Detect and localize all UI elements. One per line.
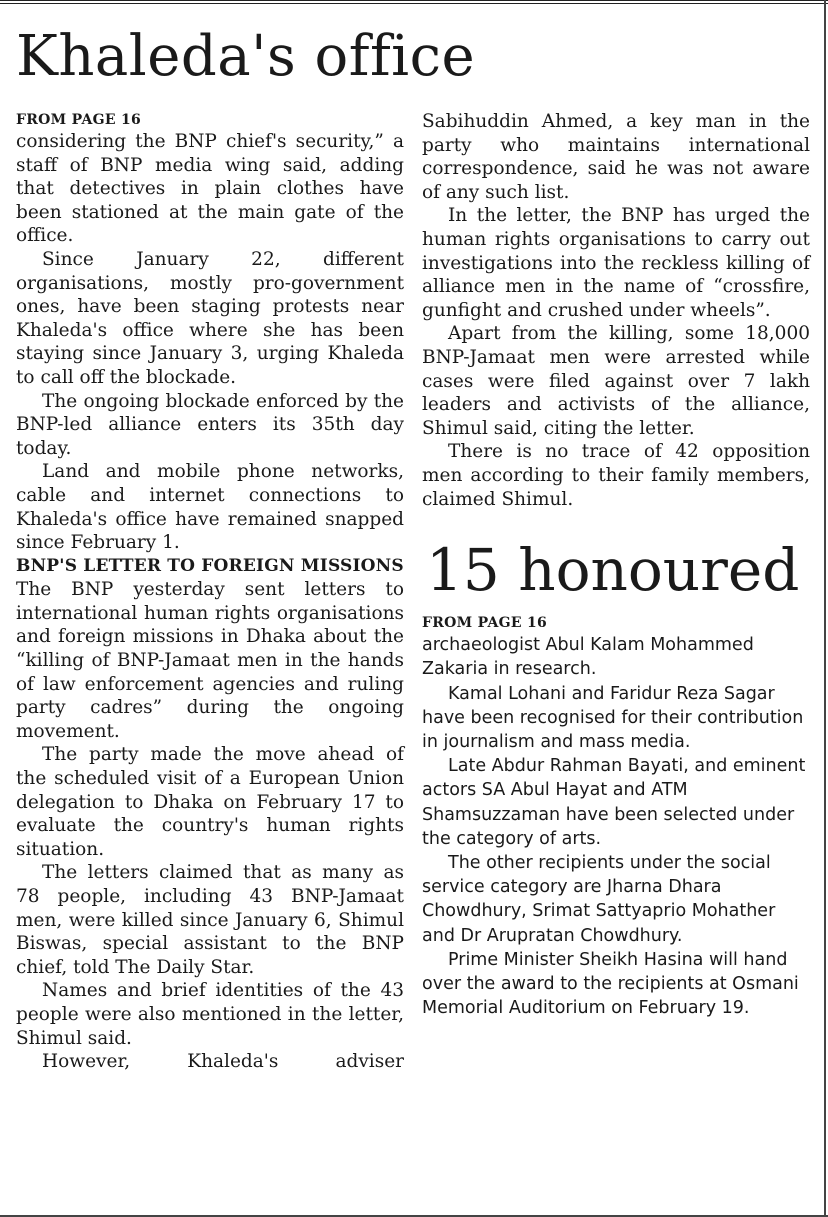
article2-kicker: FROM PAGE 16 bbox=[422, 615, 548, 632]
paragraph: The party made the move ahead of the scheduled visit of a European Union delegation to Dhaka on February 17 to evaluate the country's human rights situation. bbox=[16, 744, 404, 860]
top-rule bbox=[0, 0, 828, 4]
paragraph: The BNP yesterday sent letters to international human rights organisations and foreign missions in Dhaka about the “killing of BNP-Jamaat men in the hands of law enforcement agencies and ruling party cadres” during the ongoing movement. bbox=[16, 579, 404, 742]
paragraph: Since January 22, different organisations, mostly pro-government ones, have been staging protests near Khaleda's office where she has been staying since January 3, urging Khaleda to call off the blockade. bbox=[16, 248, 404, 388]
paragraph: Kamal Lohani and Faridur Reza Sagar have been recognised for their contribution in journalism and mass media. bbox=[422, 683, 804, 752]
paragraph: archaeologist Abul Kalam Mohammed Zakaria in research. bbox=[422, 635, 754, 680]
paragraph: Apart from the killing, some 18,000 BNP-Jamaat men were arrested while cases were filed against over 7 lakh leaders and activists of the alliance, Shimul said, citing the letter. bbox=[422, 323, 810, 439]
paragraph: Land and mobile phone networks, cable and internet connections to Khaleda's office have remained snapped since February 1. bbox=[16, 461, 404, 554]
paragraph: In the letter, the BNP has urged the human rights organisations to carry out investigations into the reckless killing of alliance men in the name of “crossfire, gunfight and crushed under wheels”. bbox=[422, 205, 810, 321]
paragraph: Prime Minister Sheikh Hasina will hand over the award to the recipients at Osmani Memorial Auditorium on February 19. bbox=[422, 949, 799, 1019]
article1-left-column bbox=[16, 110, 404, 1074]
paragraph: The ongoing blockade enforced by the BNP-led alliance enters its 35th day today. bbox=[16, 390, 404, 459]
paragraph: There is no trace of 42 opposition men according to their family members, claimed Shimul. bbox=[422, 441, 810, 510]
right-rule bbox=[824, 0, 826, 1217]
paragraph: Late Abdur Rahman Bayati, and eminent actors SA Abul Hayat and ATM Shamsuzzaman have been selected under the category of arts. bbox=[422, 756, 806, 849]
paragraph: Names and brief identities of the 43 people were also mentioned in the letter, Shimul said. bbox=[16, 980, 404, 1049]
headline-15-honoured: 15 honoured bbox=[426, 536, 800, 605]
paragraph: However, Khaleda's adviser bbox=[42, 1051, 404, 1073]
paragraph: The other recipients under the social service category are Jharna Dhara Chowdhury, Srimat Sattyaprio Mohather and Dr Arupratan Chowdhury. bbox=[422, 852, 776, 946]
article1-kicker: FROM PAGE 16 bbox=[16, 112, 142, 128]
headline-khaledas-office: Khaleda's office bbox=[16, 24, 476, 89]
paragraph: considering the BNP chief's security,” a staff of BNP media wing said, adding that detectives in plain clothes have been stationed at the main gate of the office. bbox=[16, 131, 404, 247]
paragraph: Sabihuddin Ahmed, a key man in the party who maintains international correspondence, said he was not aware of any such list. bbox=[422, 111, 810, 203]
subhead-bnp-letter: BNP'S LETTER TO FOREIGN MISSIONS bbox=[16, 555, 404, 576]
paragraph: The letters claimed that as many as 78 people, including 43 BNP-Jamaat men, were killed since January 6, Shimul Biswas, special assistant to the BNP chief, told The Daily Star. bbox=[16, 862, 404, 978]
article1-right-column bbox=[422, 110, 810, 1020]
